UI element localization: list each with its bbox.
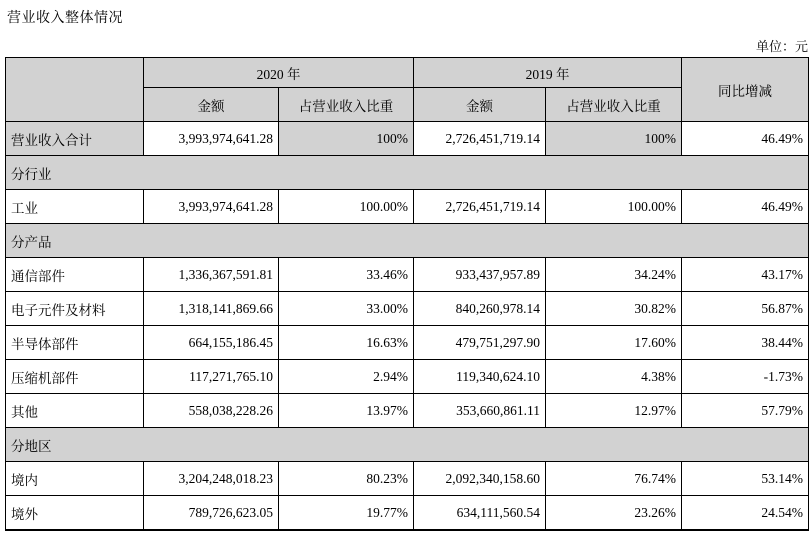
cell-amount-2019: 2,726,451,719.14	[414, 190, 546, 224]
cell-yoy: 24.54%	[682, 496, 809, 531]
cell-amount-2019: 634,111,560.54	[414, 496, 546, 531]
section-label: 分地区	[6, 428, 809, 462]
header-cell-amount-2019: 金额	[414, 88, 546, 122]
table-row	[6, 292, 809, 326]
header-cell-share-2019: 占营业收入比重	[546, 88, 682, 122]
cell-yoy: -1.73%	[682, 360, 809, 394]
section-label: 分行业	[6, 156, 809, 190]
cell-label: 境外	[6, 496, 144, 531]
table-row	[6, 394, 809, 428]
cell-share-2019: 4.38%	[546, 360, 682, 394]
cell-label: 其他	[6, 394, 144, 428]
cell-share-2019: 12.97%	[546, 394, 682, 428]
cell-share-2020: 13.97%	[279, 394, 414, 428]
cell-share-2019: 100%	[546, 122, 682, 156]
header-cell-yoy: 同比增减	[682, 58, 809, 122]
section-row	[6, 428, 809, 462]
cell-label: 工业	[6, 190, 144, 224]
cell-yoy: 57.79%	[682, 394, 809, 428]
header-cell-year-2020: 2020 年	[144, 58, 414, 88]
cell-amount-2019: 840,260,978.14	[414, 292, 546, 326]
header-cell-year-2019: 2019 年	[414, 58, 682, 88]
table-row	[6, 360, 809, 394]
section-row	[6, 224, 809, 258]
header-cell-empty	[6, 58, 144, 122]
cell-share-2020: 19.77%	[279, 496, 414, 531]
header-row-years	[6, 58, 809, 88]
cell-share-2019: 100.00%	[546, 190, 682, 224]
cell-amount-2019: 2,092,340,158.60	[414, 462, 546, 496]
cell-label: 境内	[6, 462, 144, 496]
cell-amount-2019: 353,660,861.11	[414, 394, 546, 428]
cell-share-2019: 30.82%	[546, 292, 682, 326]
cell-amount-2019: 933,437,957.89	[414, 258, 546, 292]
table-row	[6, 122, 809, 156]
table-row	[6, 496, 809, 531]
cell-share-2020: 100.00%	[279, 190, 414, 224]
revenue-table	[5, 57, 809, 531]
header-cell-amount-2020: 金额	[144, 88, 279, 122]
table-row	[6, 190, 809, 224]
cell-yoy: 46.49%	[682, 190, 809, 224]
cell-yoy: 46.49%	[682, 122, 809, 156]
cell-amount-2020: 789,726,623.05	[144, 496, 279, 531]
cell-label: 电子元件及材料	[6, 292, 144, 326]
cell-yoy: 43.17%	[682, 258, 809, 292]
cell-amount-2020: 1,318,141,869.66	[144, 292, 279, 326]
cell-share-2019: 34.24%	[546, 258, 682, 292]
cell-amount-2020: 664,155,186.45	[144, 326, 279, 360]
cell-share-2019: 23.26%	[546, 496, 682, 531]
cell-label: 通信部件	[6, 258, 144, 292]
section-row	[6, 156, 809, 190]
cell-yoy: 56.87%	[682, 292, 809, 326]
cell-yoy: 53.14%	[682, 462, 809, 496]
unit-note: 单位：元	[755, 39, 808, 54]
table-row	[6, 462, 809, 496]
cell-share-2020: 80.23%	[279, 462, 414, 496]
cell-share-2020: 16.63%	[279, 326, 414, 360]
cell-amount-2020: 3,993,974,641.28	[144, 190, 279, 224]
cell-share-2020: 2.94%	[279, 360, 414, 394]
table-row	[6, 258, 809, 292]
cell-label: 压缩机部件	[6, 360, 144, 394]
cell-amount-2019: 2,726,451,719.14	[414, 122, 546, 156]
cell-share-2020: 33.00%	[279, 292, 414, 326]
cell-share-2019: 17.60%	[546, 326, 682, 360]
cell-share-2019: 76.74%	[546, 462, 682, 496]
cell-amount-2020: 1,336,367,591.81	[144, 258, 279, 292]
cell-label: 营业收入合计	[6, 122, 144, 156]
cell-amount-2020: 558,038,228.26	[144, 394, 279, 428]
cell-amount-2020: 3,993,974,641.28	[144, 122, 279, 156]
cell-share-2020: 100%	[279, 122, 414, 156]
page-title: 营业收入整体情况	[7, 11, 123, 26]
cell-yoy: 38.44%	[682, 326, 809, 360]
section-label: 分产品	[6, 224, 809, 258]
cell-amount-2020: 3,204,248,018.23	[144, 462, 279, 496]
cell-amount-2019: 119,340,624.10	[414, 360, 546, 394]
cell-amount-2020: 117,271,765.10	[144, 360, 279, 394]
cell-amount-2019: 479,751,297.90	[414, 326, 546, 360]
cell-label: 半导体部件	[6, 326, 144, 360]
table-row	[6, 326, 809, 360]
cell-share-2020: 33.46%	[279, 258, 414, 292]
header-cell-share-2020: 占营业收入比重	[279, 88, 414, 122]
